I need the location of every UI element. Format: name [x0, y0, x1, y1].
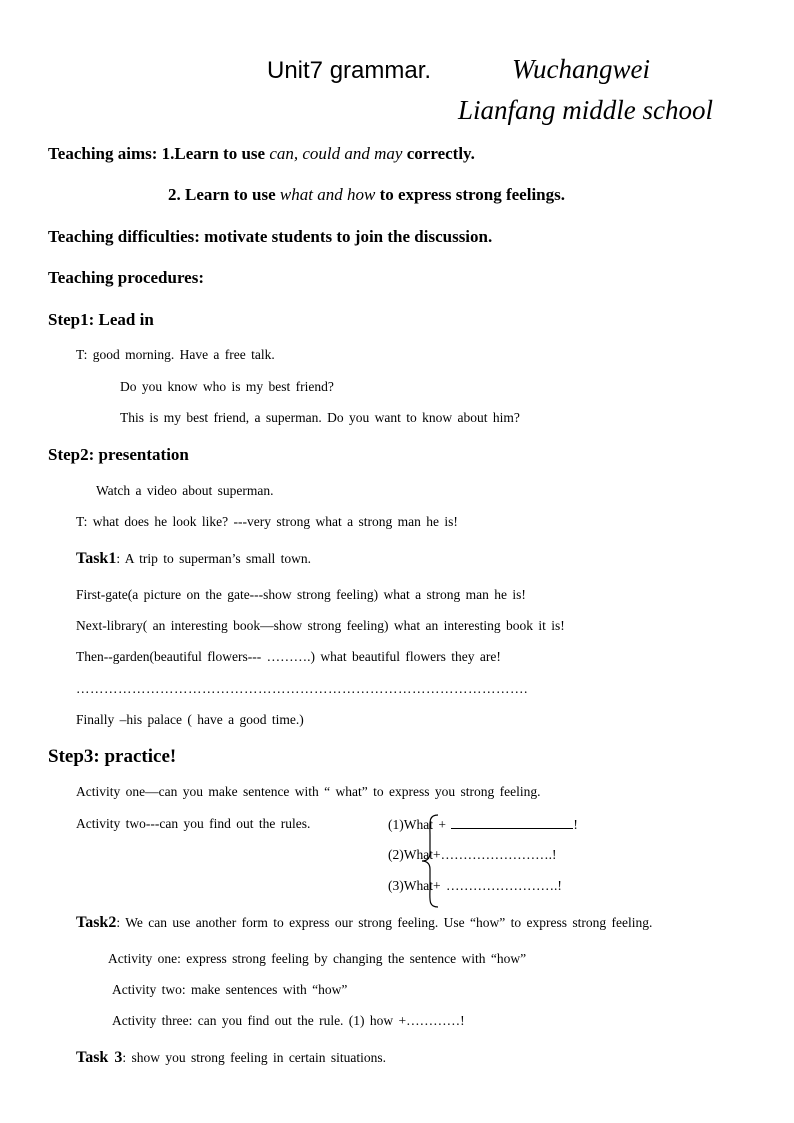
teaching-procedures: Teaching procedures: [48, 268, 205, 287]
task2-activity: Activity one: express strong feeling by changing the sentence with “how” [108, 951, 527, 966]
task1-item: Finally –his palace ( have a good time.) [76, 712, 304, 727]
task1-item: ……………………………………………………………………………………. [76, 681, 528, 696]
author-name: Wuchangwei [512, 54, 650, 84]
rule-1-post: ! [573, 817, 578, 832]
task2-label: Task2 [76, 914, 117, 931]
aims-label: Teaching aims: [48, 144, 158, 163]
task1-item: First-gate(a picture on the gate---show strong feeling) what a strong man he is! [76, 587, 526, 602]
step1-line: T: good morning. Have a free talk. [76, 347, 275, 362]
task2-line [76, 914, 652, 932]
task1-text: : A trip to superman’s small town. [116, 551, 311, 566]
curly-brace-icon [418, 813, 442, 909]
step1-heading: Step1: Lead in [48, 310, 154, 329]
rule-1-pre: (1)What + [388, 817, 452, 832]
aim-1-italic: can, could and may [269, 144, 403, 163]
aim-2-pre: 2. Learn to use [168, 185, 280, 204]
task2-text: : We can use another form to express our strong feeling. Use “how” to express strong feeling. [116, 915, 653, 930]
page-title: Unit7 grammar. [267, 57, 432, 84]
task3-label: Task 3 [76, 1049, 123, 1066]
step2-heading: Step2: presentation [48, 445, 189, 464]
task1-item: Then--garden(beautiful flowers--- ……….) what beautiful flowers they are! [76, 649, 501, 664]
step3-activity-one: Activity one—can you make sentence with “ what” to express you strong feeling. [76, 784, 541, 799]
aim-2-italic: what and how [279, 185, 376, 204]
rule-2: (2)What+…………………….! [388, 847, 557, 862]
aim-1-pre: 1.Learn to use [161, 144, 270, 163]
task3-text: : show you strong feeling in certain situations. [122, 1050, 387, 1065]
school-name: Lianfang middle school [458, 95, 713, 125]
task1-line [76, 550, 311, 568]
step2-question: T: what does he look like? ---very strong what a strong man he is! [76, 514, 458, 529]
step2-video: Watch a video about superman. [96, 483, 274, 498]
task2-activity: Activity three: can you find out the rule. (1) how +…………! [112, 1013, 465, 1028]
step3-heading: Step3: practice! [48, 746, 177, 767]
step3-activity-two: Activity two---can you find out the rules. [76, 816, 311, 831]
task2-activity: Activity two: make sentences with “how” [112, 982, 348, 997]
task1-label: Task1 [76, 550, 117, 567]
aim-1-post: correctly. [402, 144, 475, 163]
task3-line [76, 1049, 386, 1067]
aim-2-post: to express strong feelings. [375, 185, 565, 204]
rule-1 [388, 816, 578, 833]
aims-line-2 [168, 185, 565, 205]
rule-1-blank [451, 816, 573, 829]
rule-3: (3)What+ …………………….! [388, 878, 562, 893]
step1-line: This is my best friend, a superman. Do you want to know about him? [120, 410, 520, 425]
aims-line-1 [48, 144, 475, 164]
step1-line: Do you know who is my best friend? [120, 379, 334, 394]
task1-item: Next-library( an interesting book—show strong feeling) what an interesting book it is! [76, 618, 565, 633]
teaching-difficulties: Teaching difficulties: motivate students to join the discussion. [48, 227, 493, 246]
